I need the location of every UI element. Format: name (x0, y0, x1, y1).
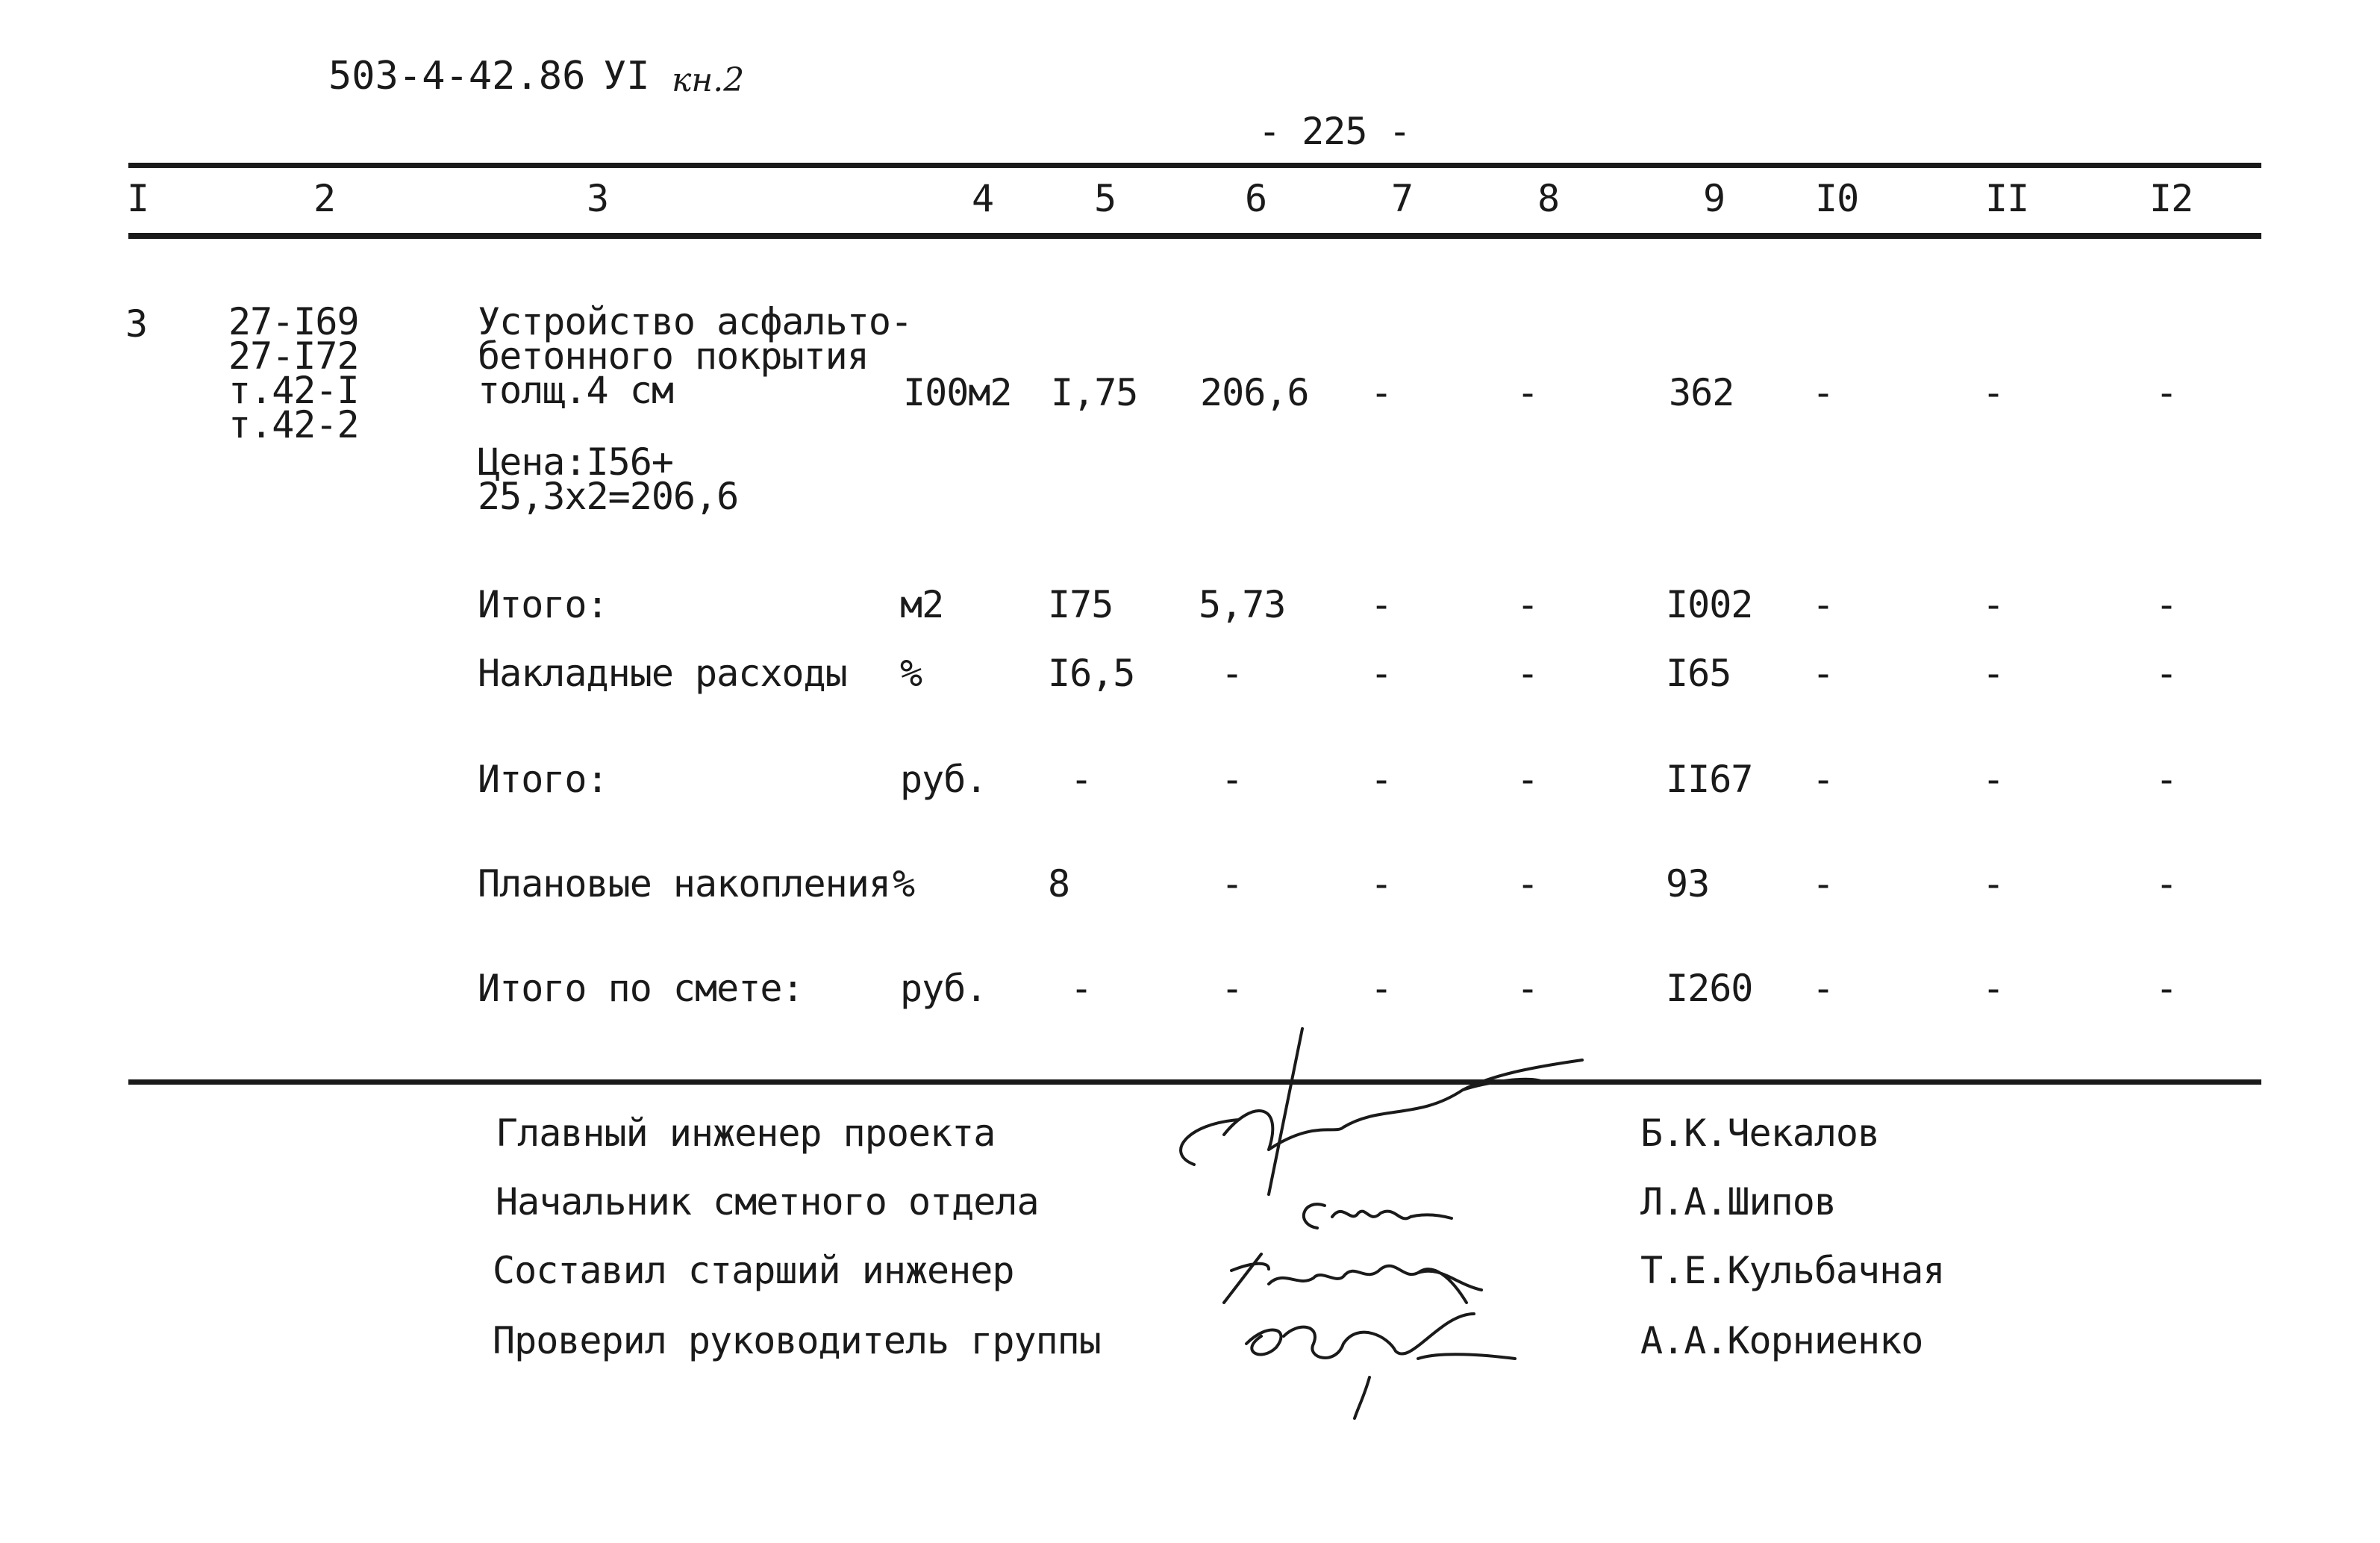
row-c12: - (2155, 652, 2178, 695)
row-c12: - (2155, 758, 2178, 801)
item-price-note: Цена:I56+ 25,3x2=206,6 (478, 440, 739, 518)
signer-name: Л.А.Шипов (1640, 1180, 1836, 1224)
item-code: 27-I69 (228, 300, 359, 343)
signature-kornienko (1246, 1314, 1515, 1418)
row-label: Плановые накопления (478, 862, 890, 905)
row-c5: I6,5 (1048, 652, 1135, 695)
row-label: Итого: (478, 583, 608, 626)
item-c7: - (1370, 371, 1393, 414)
row-c7: - (1370, 652, 1393, 695)
signature-kulbachnaya (1224, 1254, 1481, 1303)
row-c6: - (1221, 967, 1243, 1010)
row-c8: - (1517, 862, 1539, 905)
row-unit: руб. (900, 967, 987, 1010)
row-c8: - (1517, 652, 1539, 695)
row-c5: 8 (1048, 862, 1070, 905)
row-unit: руб. (900, 758, 987, 801)
col-header-9: 9 (1703, 177, 1725, 220)
row-c5: - (1070, 967, 1093, 1010)
row-c12: - (2155, 967, 2178, 1010)
row-c7: - (1370, 862, 1393, 905)
row-c11: - (1982, 583, 2005, 626)
row-c11: - (1982, 967, 2005, 1010)
row-c10: - (1812, 652, 1834, 695)
row-c10: - (1812, 967, 1834, 1010)
col-header-7: 7 (1391, 177, 1414, 220)
item-code: т.42-I (228, 369, 359, 412)
row-c9: I65 (1666, 652, 1731, 695)
row-c5: I75 (1048, 583, 1114, 626)
col-header-2: 2 (313, 177, 336, 220)
row-c10: - (1812, 758, 1834, 801)
signer-role: Начальник сметного отдела (496, 1180, 1039, 1224)
row-c10: - (1812, 583, 1834, 626)
item-c6: 206,6 (1200, 371, 1309, 414)
col-header-11: II (1985, 177, 2029, 220)
row-c8: - (1517, 758, 1539, 801)
col-header-5: 5 (1094, 177, 1116, 220)
item-c10: - (1812, 371, 1834, 414)
row-c10: - (1812, 862, 1834, 905)
row-c9: II67 (1666, 758, 1753, 801)
item-unit: I00м2 (903, 371, 1012, 414)
signer-role: Составил старший инженер (493, 1249, 1014, 1292)
row-c12: - (2155, 862, 2178, 905)
volume-mark: УI (603, 54, 650, 99)
signature-chekalov (1181, 1029, 1582, 1194)
row-unit: м2 (900, 583, 944, 626)
item-c11: - (1982, 371, 2005, 414)
row-c7: - (1370, 583, 1393, 626)
row-label: Накладные расходы (478, 652, 847, 695)
signer-name: А.А.Корниенко (1640, 1319, 1923, 1362)
row-c6: - (1221, 652, 1243, 695)
signer-name: Б.К.Чекалов (1640, 1112, 1880, 1155)
row-c11: - (1982, 652, 2005, 695)
col-header-6: 6 (1245, 177, 1267, 220)
item-code: т.42-2 (228, 403, 359, 446)
row-c7: - (1370, 967, 1393, 1010)
row-label: Итого: (478, 758, 608, 801)
row-unit: % (893, 862, 915, 905)
col-header-8: 8 (1537, 177, 1560, 220)
col-header-4: 4 (972, 177, 994, 220)
item-c8: - (1517, 371, 1539, 414)
item-c9: 362 (1669, 371, 1734, 414)
row-c9: 93 (1666, 862, 1710, 905)
row-c9: I002 (1666, 583, 1753, 626)
col-header-12: I2 (2149, 177, 2193, 220)
col-header-3: 3 (587, 177, 609, 220)
signer-role: Проверил руководитель группы (493, 1319, 1101, 1362)
row-c6: 5,73 (1199, 583, 1286, 626)
col-header-1: I (127, 177, 149, 220)
signer-name: Т.Е.Кульбачная (1640, 1249, 1945, 1292)
item-description: Устройство асфальто- бетонного покрытия толщ.4 см (478, 300, 913, 412)
col-header-10: I0 (1815, 177, 1859, 220)
doc-code: 503-4-42.86 (328, 54, 586, 99)
row-c8: - (1517, 967, 1539, 1010)
row-c6: - (1221, 758, 1243, 801)
row-label: Итого по смете: (478, 967, 804, 1010)
row-c12: - (2155, 583, 2178, 626)
row-c8: - (1517, 583, 1539, 626)
signature-shipov (1304, 1204, 1452, 1228)
item-number: 3 (125, 302, 148, 346)
item-c5: I,75 (1051, 371, 1138, 414)
row-c5: - (1070, 758, 1093, 801)
signer-role: Главный инженер проекта (496, 1112, 996, 1155)
item-code: 27-I72 (228, 334, 359, 378)
row-c11: - (1982, 758, 2005, 801)
row-unit: % (900, 652, 922, 695)
book-note: кн.2 (672, 61, 745, 99)
item-c12: - (2155, 371, 2178, 414)
page-number: - 225 - (1258, 110, 1411, 153)
row-c7: - (1370, 758, 1393, 801)
row-c9: I260 (1666, 967, 1753, 1010)
row-c11: - (1982, 862, 2005, 905)
row-c6: - (1221, 862, 1243, 905)
